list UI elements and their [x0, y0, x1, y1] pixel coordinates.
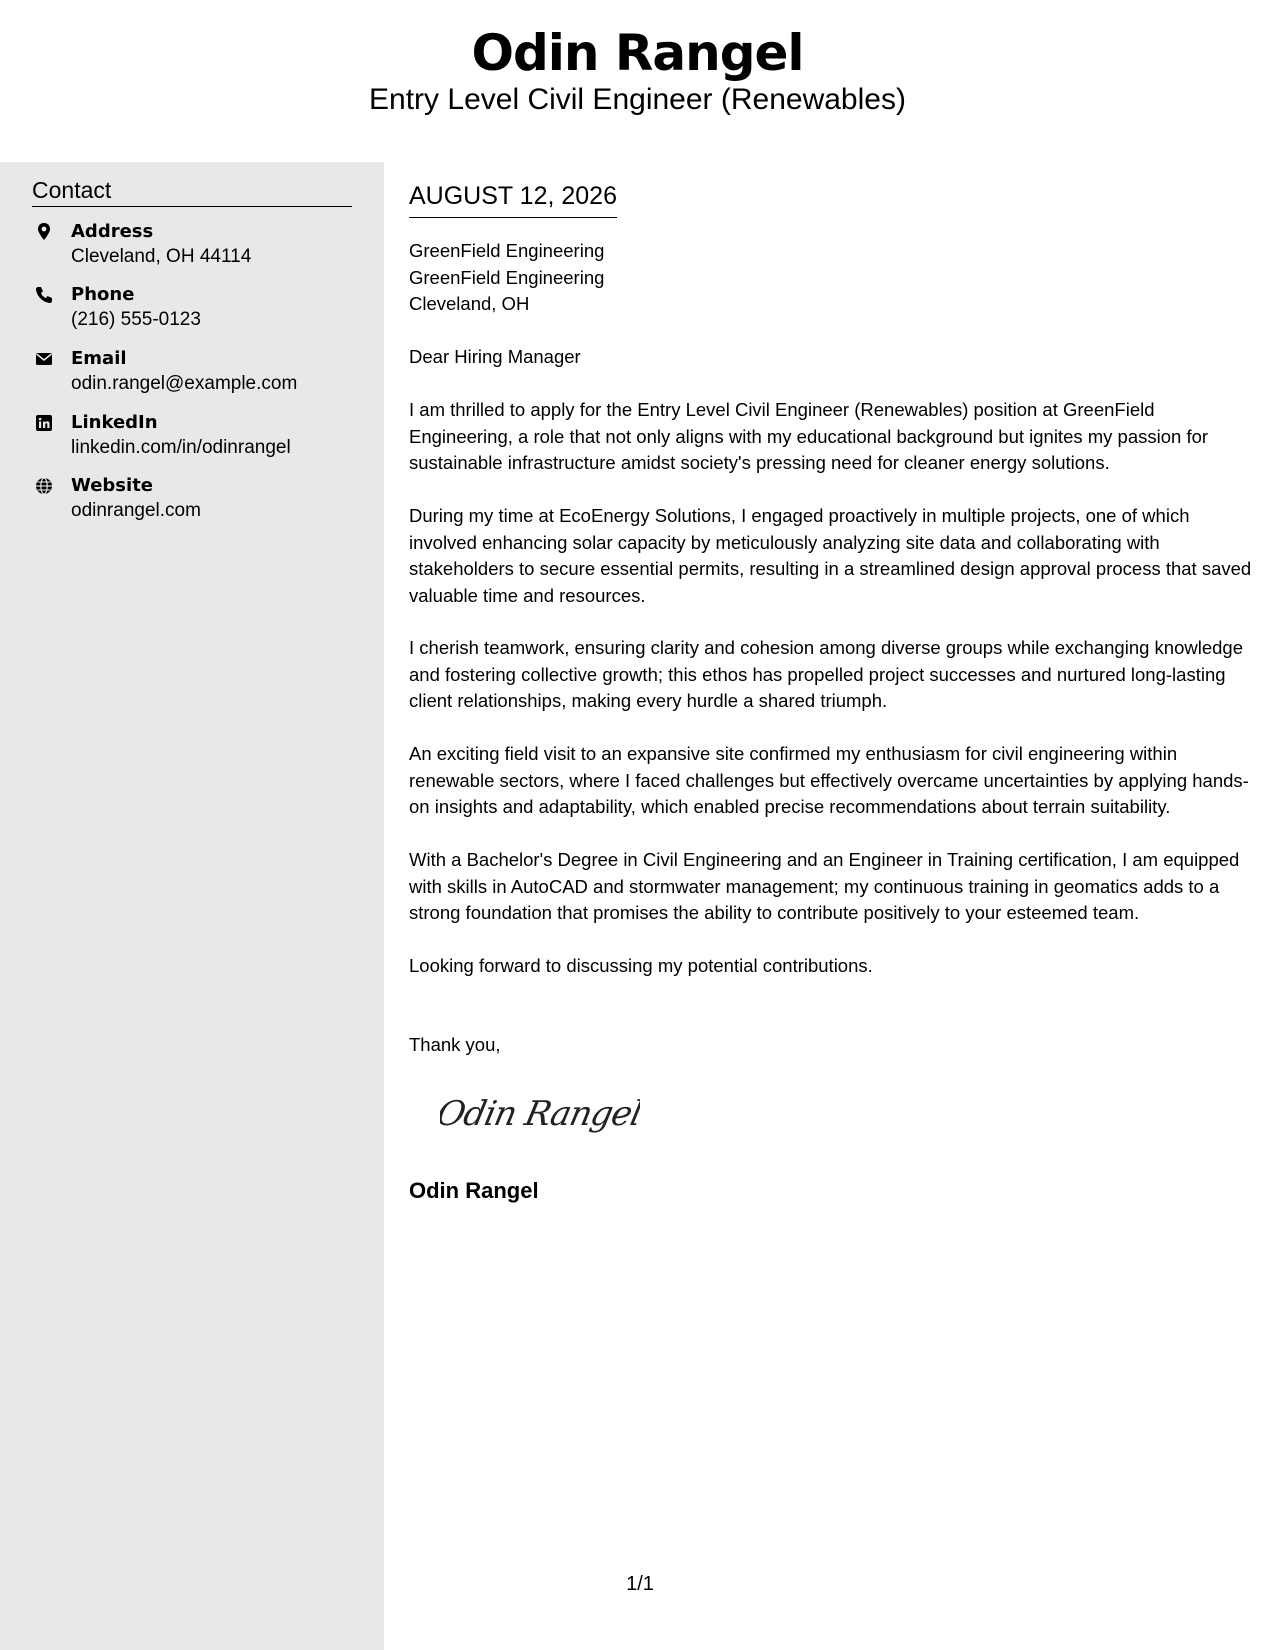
recipient-line: GreenField Engineering: [409, 266, 605, 288]
contact-value[interactable]: odin.rangel@example.com: [71, 373, 298, 394]
signer-name: Odin Rangel: [409, 1178, 539, 1203]
recipient-line: GreenField Engineering: [409, 240, 605, 261]
map-pin-icon: [34, 222, 54, 242]
contact-item-address: [32, 220, 372, 272]
contact-item-phone: [32, 283, 372, 335]
contact-label: LinkedIn: [71, 412, 158, 433]
letter-date: AUGUST 12, 2026: [409, 179, 617, 218]
globe-icon: [34, 476, 54, 496]
contact-item-email: [32, 347, 372, 399]
page-number: 1/1: [626, 1573, 654, 1595]
contact-value: Cleveland, OH 44114: [71, 246, 252, 267]
body-paragraph: I cherish teamwork, ensuring clarity and cohesion among diverse groups while exchanging knowledge and fostering collective growth; this ethos has propelled project successes and nurtured long-lasting client relationships, making every hurdle a shared triumph.: [409, 637, 1243, 711]
body-paragraph: I am thrilled to apply for the Entry Level Civil Engineer (Renewables) position at GreenField Engineering, a role that not only aligns with my educational background but ignites my passion for sustainable infrastructure amidst society's pressing need for cleaner energy solutions.: [409, 399, 1209, 473]
contact-item-website: [32, 474, 372, 526]
body-paragraph: With a Bachelor's Degree in Civil Engineering and an Engineer in Training certification, I am equipped with skills in AutoCAD and stormwater management; my continuous training in geomatics adds to a strong foundation that promises the ability to contribute positively to your esteemed team.: [409, 849, 1240, 923]
salutation: Dear Hiring Manager: [409, 346, 581, 367]
envelope-icon: [34, 349, 54, 369]
contact-value: (216) 555-0123: [71, 309, 201, 330]
contact-label: Website: [71, 475, 154, 496]
contact-item-linkedin: [32, 411, 372, 463]
body-paragraph: During my time at EcoEnergy Solutions, I engaged proactively in multiple projects, one of which involved enhancing solar capacity by meticulously analyzing site data and collaborating with stakeholders to secure essential permits, resulting in a streamlined design approval process that saved valuable time and resources.: [409, 505, 1252, 606]
svg-text:Odin Rangel: Odin Rangel: [440, 1094, 640, 1134]
contact-label: Address: [71, 221, 154, 242]
body-paragraph: An exciting field visit to an expansive site confirmed my enthusiasm for civil engineering within renewable sectors, where I faced challenges but effectively overcame uncertainties by applying hands-on insights and adaptability, which enabled precise recommendations about terrain suitability.: [409, 743, 1249, 817]
contact-value[interactable]: odinrangel.com: [71, 500, 201, 521]
closing: Thank you,: [409, 1034, 501, 1055]
contact-heading: Contact: [32, 175, 352, 207]
contact-label: Email: [71, 348, 127, 369]
contact-label: Phone: [71, 284, 135, 305]
body-paragraph: Looking forward to discussing my potential contributions.: [409, 955, 873, 976]
candidate-name: Odin Rangel: [471, 24, 804, 82]
signature-image: [440, 1083, 640, 1148]
linkedin-icon: [34, 413, 54, 433]
recipient-address: [409, 238, 604, 318]
phone-icon: [34, 285, 54, 305]
recipient-line: Cleveland, OH: [409, 293, 530, 314]
contact-value[interactable]: linkedin.com/in/odinrangel: [71, 437, 291, 458]
candidate-role: Entry Level Civil Engineer (Renewables): [369, 83, 906, 116]
